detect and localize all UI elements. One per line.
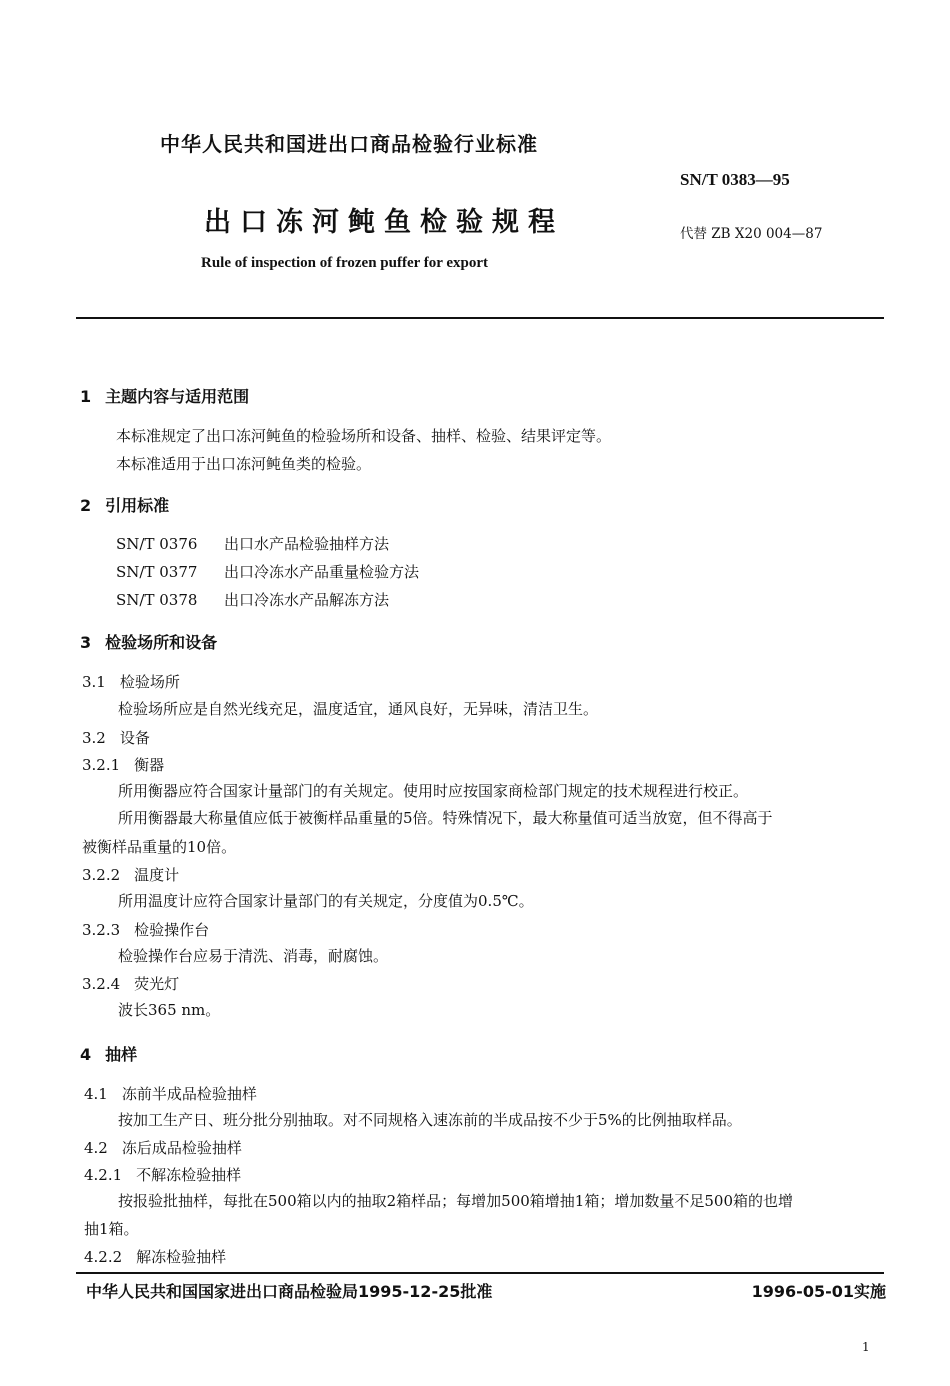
section-1-para-2: 本标准适用于出口冻河鲀鱼类的检验。: [116, 455, 372, 473]
section-3-2-1-para-2: 所用衡器最大称量值应低于被衡样品重量的5倍。特殊情况下，最大称量值可适当放宽，但不得高于: [118, 809, 773, 827]
section-3-1-para: 检验场所应是自然光线充足，温度适宜，通风良好，无异味，清洁卫生。: [118, 700, 599, 718]
reference-item: SN/T 0376 出口水产品检验抽样方法: [116, 535, 390, 553]
section-2-heading: 2 引用标准: [80, 496, 170, 515]
replaces-standard: 代替 ZB X20 004—87: [680, 226, 823, 242]
section-3-2-1-para-2-cont: 被衡样品重量的10倍。: [82, 838, 237, 856]
section-4-2-1-heading: 4.2.1 不解冻检验抽样: [84, 1166, 242, 1184]
page-number: 1: [862, 1340, 870, 1354]
reference-item: SN/T 0377 出口冷冻水产品重量检验方法: [116, 563, 420, 581]
section-4-1-para: 按加工生产日、班分批分别抽取。对不同规格入速冻前的半成品按不少于5%的比例抽取样品。: [118, 1111, 742, 1129]
section-4-2-1-para-cont: 抽1箱。: [84, 1220, 139, 1238]
issuing-authority: 中华人民共和国进出口商品检验行业标准: [160, 132, 538, 156]
header-divider: [76, 317, 884, 319]
section-3-2-heading: 3.2 设备: [82, 729, 150, 747]
section-1-para-1: 本标准规定了出口冻河鲀鱼的检验场所和设备、抽样、检验、结果评定等。: [116, 427, 612, 445]
approval-line: 中华人民共和国国家进出口商品检验局1995-12-25批准: [86, 1282, 493, 1301]
section-3-2-3-heading: 3.2.3 检验操作台: [82, 921, 210, 939]
section-4-1-heading: 4.1 冻前半成品检验抽样: [84, 1085, 257, 1103]
section-3-2-2-heading: 3.2.2 温度计: [82, 866, 180, 884]
section-4-2-2-heading: 4.2.2 解冻检验抽样: [84, 1248, 227, 1266]
section-3-2-1-heading: 3.2.1 衡器: [82, 756, 165, 774]
section-3-2-1-para-1: 所用衡器应符合国家计量部门的有关规定。使用时应按国家商检部门规定的技术规程进行校正。: [118, 782, 749, 800]
section-4-heading: 4 抽样: [80, 1045, 138, 1064]
english-title: Rule of inspection of frozen puffer for export: [201, 255, 489, 271]
section-3-2-2-para: 所用温度计应符合国家计量部门的有关规定，分度值为0.5℃。: [118, 892, 534, 910]
section-1-heading: 1 主题内容与适用范围: [80, 387, 250, 406]
reference-item: SN/T 0378 出口冷冻水产品解冻方法: [116, 591, 390, 609]
section-3-2-4-heading: 3.2.4 荧光灯: [82, 975, 180, 993]
section-4-2-1-para: 按报验批抽样，每批在500箱以内的抽取2箱样品；每增加500箱增抽1箱；增加数量不足500箱的也增: [118, 1192, 793, 1210]
footer-divider: [76, 1272, 884, 1274]
section-3-2-3-para: 检验操作台应易于清洗、消毒，耐腐蚀。: [118, 947, 389, 965]
section-4-2-heading: 4.2 冻后成品检验抽样: [84, 1139, 242, 1157]
standard-number: SN/T 0383—95: [680, 170, 790, 189]
document-title: 出口冻河鲀鱼检验规程: [204, 207, 564, 238]
effective-date: 1996-05-01实施: [751, 1282, 886, 1301]
section-3-2-4-para: 波长365 nm。: [118, 1001, 221, 1019]
section-3-heading: 3 检验场所和设备: [80, 633, 218, 652]
section-3-1-heading: 3.1 检验场所: [82, 673, 180, 691]
